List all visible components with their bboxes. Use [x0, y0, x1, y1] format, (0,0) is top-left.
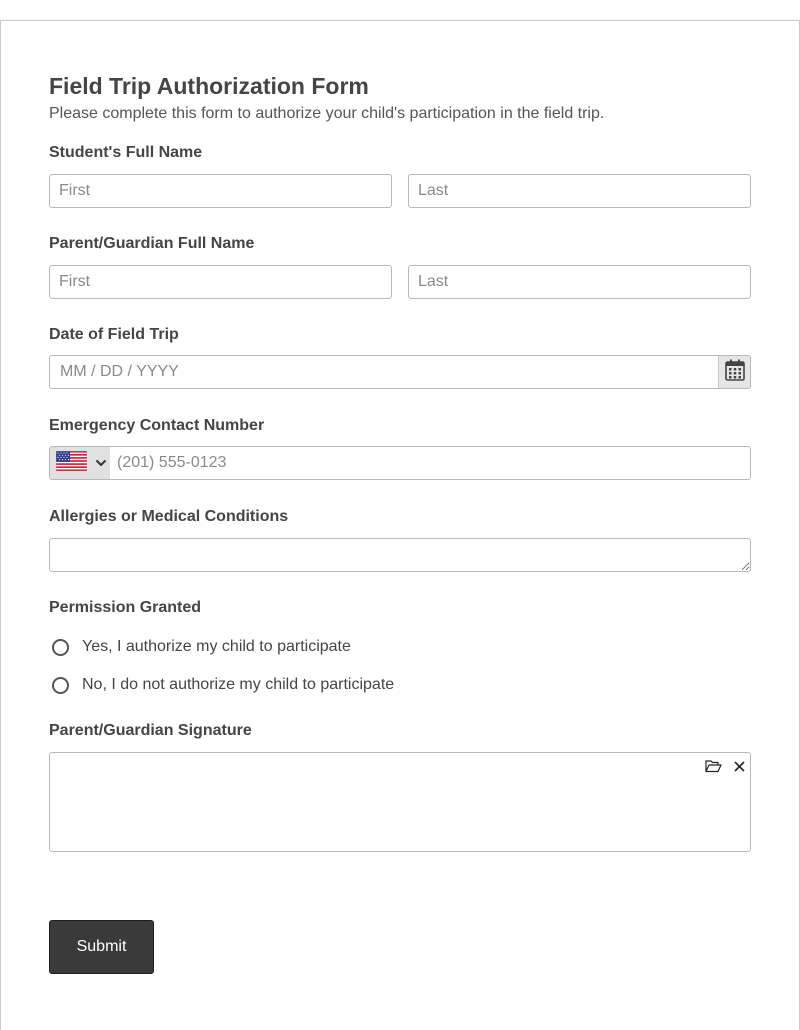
allergies-label: Allergies or Medical Conditions [49, 508, 289, 525]
close-icon[interactable] [730, 758, 748, 774]
phone-number-input[interactable] [110, 447, 750, 479]
submit-button[interactable]: Submit [49, 920, 154, 974]
permission-option-yes-label: Yes, I authorize my child to participate [82, 638, 351, 655]
date-picker-button[interactable] [718, 355, 751, 389]
student-name-label: Student's Full Name [49, 144, 203, 161]
us-flag-icon [56, 451, 87, 476]
page-subtitle: Please complete this form to authorize your child's participation in the field trip. [49, 105, 605, 122]
permission-option-yes[interactable] [49, 638, 351, 656]
student-first-name-input[interactable] [49, 174, 392, 208]
emergency-contact-label: Emergency Contact Number [49, 417, 265, 434]
permission-option-no-label: No, I do not authorize my child to participate [82, 676, 395, 693]
trip-date-label: Date of Field Trip [49, 326, 179, 343]
allergies-textarea[interactable] [49, 538, 751, 572]
phone-field [49, 446, 751, 480]
form-card [0, 20, 800, 1030]
guardian-first-name-input[interactable] [49, 265, 392, 299]
permission-label: Permission Granted [49, 599, 202, 616]
student-last-name-input[interactable] [408, 174, 751, 208]
trip-date-input[interactable] [49, 355, 719, 389]
guardian-name-label: Parent/Guardian Full Name [49, 235, 255, 252]
folder-open-icon[interactable] [704, 758, 722, 774]
permission-option-no[interactable] [49, 676, 394, 694]
chevron-down-icon [95, 459, 107, 467]
guardian-last-name-input[interactable] [408, 265, 751, 299]
country-code-select[interactable] [50, 447, 110, 479]
signature-pad[interactable] [49, 752, 751, 852]
signature-label: Parent/Guardian Signature [49, 722, 252, 739]
radio-no[interactable] [52, 677, 69, 694]
page-title: Field Trip Authorization Form [49, 73, 369, 99]
radio-yes[interactable] [52, 639, 69, 656]
calendar-icon [725, 359, 745, 386]
